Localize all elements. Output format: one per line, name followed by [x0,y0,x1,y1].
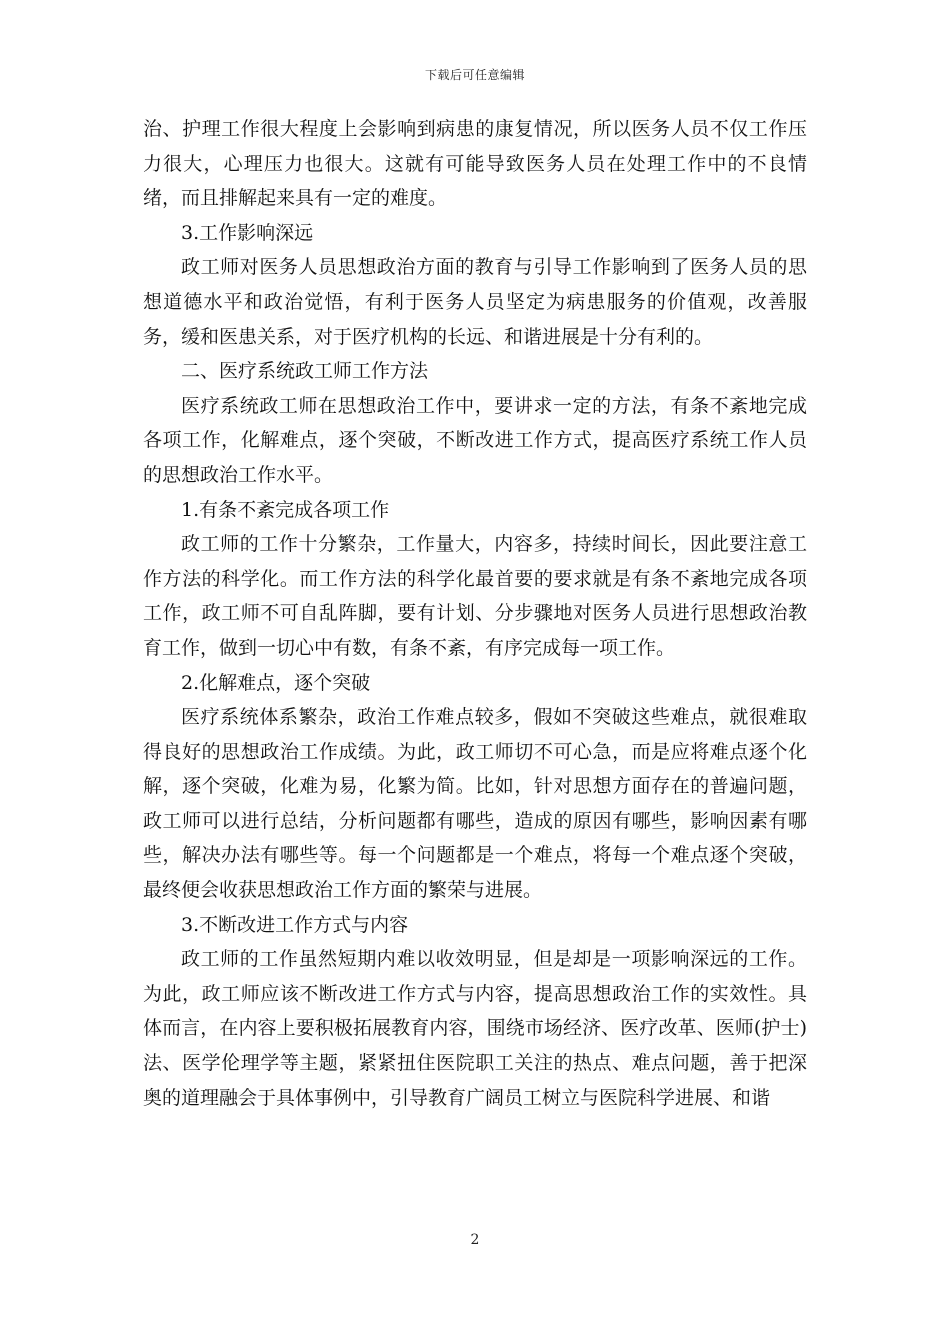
section-heading-improve: 3.不断改进工作方式与内容 [181,913,409,936]
section-heading-methods: 二、医疗系统政工师工作方法 [181,360,429,383]
paragraph-continuation: 治、护理工作很大程度上会影响到病患的康复情况，所以医务人员不仅工作压力很大，心理压力也很大。这就有可能导致医务人员在处理工作中的不良情绪，而且排解起来具有一定的难度。 [143,118,807,210]
paragraph-improve: 政工师的工作虽然短期内难以收效明显，但是却是一项影响深远的工作。为此，政工师应该不断改进工作方式与内容，提高思想政治工作的实效性。具体而言，在内容上要积极拓展教育内容，围绕市场经济、医疗改革、医师(护士)法、医学伦理学等主题，紧紧扭住医院职工关注的热点、难点问题，善于把深奥的道理融会于具体事例中，引导教育广阔员工树立与医院科学进展、和谐 [143,948,807,1109]
paragraph-difficulties: 医疗系统体系繁杂，政治工作难点较多，假如不突破这些难点，就很难取得良好的思想政治工作成绩。为此，政工师切不可心急，而是应将难点逐个化解，逐个突破，化难为易，化繁为简。比如，针对思想方面存在的普遍问题，政工师可以进行总结，分析问题都有哪些，造成的原因有哪些，影响因素有哪些，解决办法有哪些等。每一个问题都是一个难点，将每一个难点逐个突破，最终便会收获思想政治工作方面的繁荣与进展。 [143,706,807,902]
section-heading-work-impact: 3.工作影响深远 [181,221,314,244]
page-header: 下载后可任意编辑 [424,68,525,82]
document-body [143,112,807,1115]
section-heading-orderly: 1.有条不紊完成各项工作 [181,498,390,521]
paragraph-methods-intro: 医疗系统政工师在思想政治工作中，要讲求一定的方法，有条不紊地完成各项工作，化解难点，逐个突破，不断改进工作方式，提高医疗系统工作人员的思想政治工作水平。 [143,394,807,486]
paragraph-work-impact: 政工师对医务人员思想政治方面的教育与引导工作影响到了医务人员的思想道德水平和政治觉悟，有利于医务人员坚定为病患服务的价值观，改善服务，缓和医患关系，对于医疗机构的长远、和谐进展是十分有利的。 [143,256,807,348]
paragraph-orderly: 政工师的工作十分繁杂，工作量大，内容多，持续时间长，因此要注意工作方法的科学化。而工作方法的科学化最首要的要求就是有条不紊地完成各项工作，政工师不可自乱阵脚，要有计划、分步骤地对医务人员进行思想政治教育工作，做到一切心中有数，有条不紊，有序完成每一项工作。 [143,533,807,659]
section-heading-difficulties: 2.化解难点，逐个突破 [181,671,371,694]
page-number: 2 [470,1232,480,1248]
